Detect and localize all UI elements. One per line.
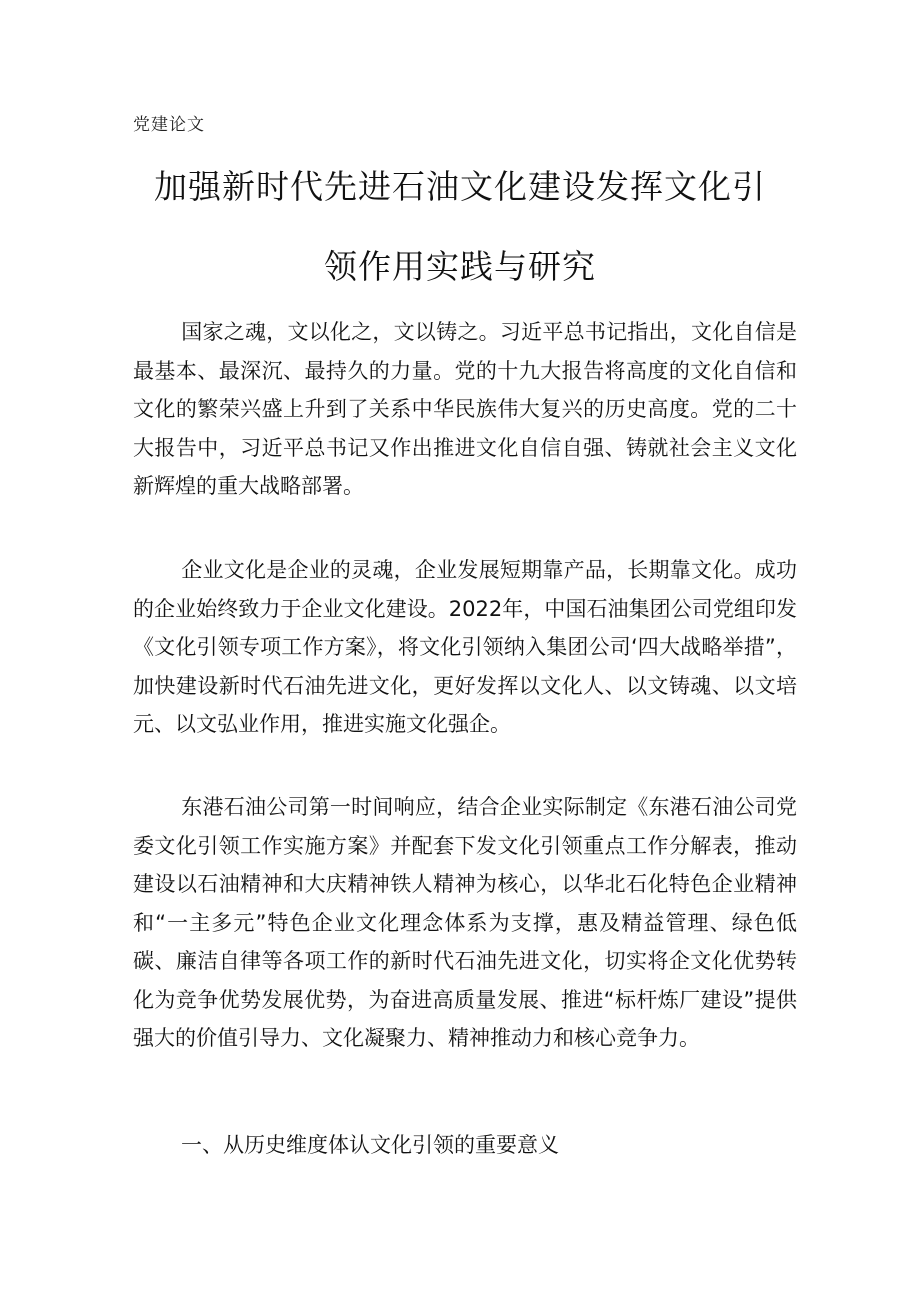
document-title-line-2: 领作用实践与研究 xyxy=(324,247,596,286)
body-paragraph-1-text: 国家之魂，文以化之，文以铸之。习近平总书记指出，文化自信是最基本、最深沉、最持久的力量。党的十九大报告将高度的文化自信和文化的繁荣兴盛上升到了关系中华民族伟大复兴的历史高度。党的二十大报告中，习近平总书记又作出推进文化自信自强、铸就社会主义文化新辉煌的重大战略部署。 xyxy=(133,320,797,498)
body-paragraph-1 xyxy=(133,313,797,506)
body-paragraph-2-text: 企业文化是企业的灵魂，企业发展短期靠产品，长期靠文化。成功的企业始终致力于企业文化建设。2022年，中国石油集团公司党组印发《文化引领专项工作方案》，将文化引领纳入集团公司‘四大战略举措”，加快建设新时代石油先进文化，更好发挥以文化人、以文铸魂、以文培元、以文弘业作用，推进实施文化强企。 xyxy=(133,558,797,736)
body-paragraph-3-text: 东港石油公司第一时间响应，结合企业实际制定《东港石油公司党委文化引领工作实施方案》并配套下发文化引领重点工作分解表，推动建设以石油精神和大庆精神铁人精神为核心，以华北石化特色企业精神和“一主多元”特色企业文化理念体系为支撑，惠及精益管理、绿色低碳、廉洁自律等各项工作的新时代石油先进文化，切实将企文化优势转化为竞争优势发展优势，为奋进高质量发展、推进“标杆炼厂建设”提供强大的价值引导力、文化凝聚力、精神推动力和核心竞争力。 xyxy=(133,795,797,1050)
document-category: 党建论文 xyxy=(133,115,205,135)
body-paragraph-3 xyxy=(133,788,797,1058)
document-title-line-1: 加强新时代先进石油文化建设发挥文化引 xyxy=(154,167,766,206)
body-paragraph-2 xyxy=(133,551,797,744)
section-heading: 一、从历史维度体认文化引领的重要意义 xyxy=(181,1133,559,1157)
